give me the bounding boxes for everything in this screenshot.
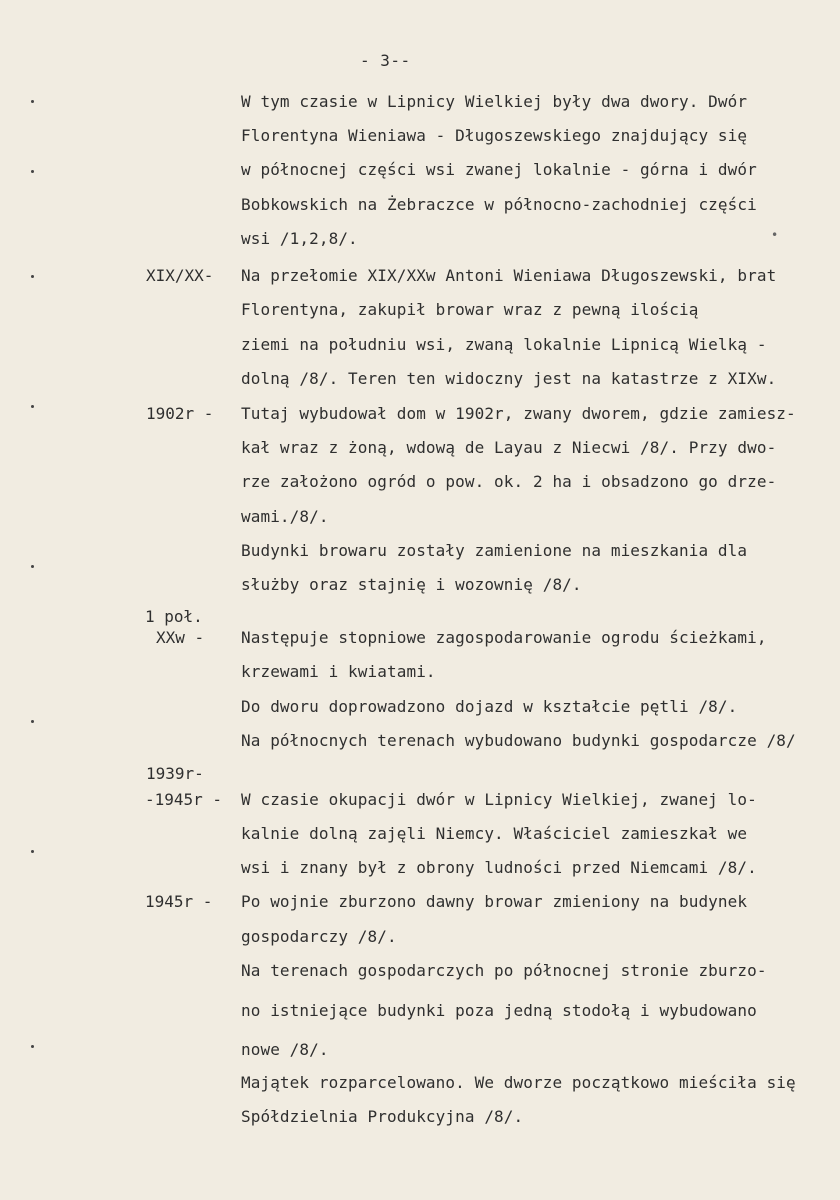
margin-date-3a: 1 poł. xyxy=(145,607,203,626)
margin-date-2: 1902r - xyxy=(146,404,214,423)
text-line: w północnej części wsi zwanej lokalnie - górna i dwór xyxy=(241,160,757,179)
text-line: krzewami i kwiatami. xyxy=(241,662,436,681)
pen-mark: • xyxy=(771,228,779,242)
text-line: dolną /8/. Teren ten widoczny jest na katastrze z XIXw. xyxy=(241,369,777,388)
text-line: Majątek rozparcelowano. We dworze początkowo mieściła się xyxy=(241,1073,796,1092)
text-line: wsi i znany był z obrony ludności przed Niemcami /8/. xyxy=(241,858,757,877)
margin-date-5: 1945r - xyxy=(145,892,213,911)
text-line: ziemi na południu wsi, zwaną lokalnie Lipnicą Wielką - xyxy=(241,335,767,354)
text-line: Na terenach gospodarczych po północnej stronie zburzo- xyxy=(241,961,767,980)
text-line: kalnie dolną zajęli Niemcy. Właściciel zamieszkał we xyxy=(241,824,748,843)
text-line: służby oraz stajnię i wozownię /8/. xyxy=(241,575,582,594)
punch-hole-mark xyxy=(31,275,34,278)
text-line: Spółdzielnia Produkcyjna /8/. xyxy=(241,1107,524,1126)
text-line: W czasie okupacji dwór w Lipnicy Wielkiej, zwanej lo- xyxy=(241,790,757,809)
text-line: wsi /1,2,8/. xyxy=(241,229,358,248)
text-line: kał wraz z żoną, wdową de Layau z Niecwi /8/. Przy dwo- xyxy=(241,438,777,457)
punch-hole-mark xyxy=(31,850,34,853)
margin-date-1: XIX/XX- xyxy=(146,266,214,285)
punch-hole-mark xyxy=(31,565,34,568)
text-line: wami./8/. xyxy=(241,507,329,526)
text-line: Na północnych terenach wybudowano budynki gospodarcze /8/ xyxy=(241,731,796,750)
text-line: Budynki browaru zostały zamienione na mieszkania dla xyxy=(241,541,748,560)
text-line: Bobkowskich na Żebraczce w północno-zachodniej części xyxy=(241,195,757,214)
text-line: rze założono ogród o pow. ok. 2 ha i obsadzono go drze- xyxy=(241,472,777,491)
punch-hole-mark xyxy=(31,405,34,408)
page-number: - 3-- xyxy=(360,51,411,70)
text-line: Tutaj wybudował dom w 1902r, zwany dworem, gdzie zamiesz- xyxy=(241,404,796,423)
text-line: Florentyna, zakupił browar wraz z pewną ilością xyxy=(241,300,699,319)
margin-date-4b: -1945r - xyxy=(145,790,223,809)
text-line: no istniejące budynki poza jedną stodołą i wybudowano xyxy=(241,1001,757,1020)
text-line: Florentyna Wieniawa - Długoszewskiego znajdujący się xyxy=(241,126,748,145)
punch-hole-mark xyxy=(31,720,34,723)
text-line: W tym czasie w Lipnicy Wielkiej były dwa dwory. Dwór xyxy=(241,92,748,111)
margin-date-3b: XXw - xyxy=(156,628,205,647)
text-line: gospodarczy /8/. xyxy=(241,927,397,946)
text-line: Po wojnie zburzono dawny browar zmieniony na budynek xyxy=(241,892,748,911)
punch-hole-mark xyxy=(31,170,34,173)
text-line: Na przełomie XIX/XXw Antoni Wieniawa Długoszewski, brat xyxy=(241,266,777,285)
margin-date-4a: 1939r- xyxy=(146,764,204,783)
text-line: Do dworu doprowadzono dojazd w kształcie pętli /8/. xyxy=(241,697,738,716)
text-line: Następuje stopniowe zagospodarowanie ogrodu ścieżkami, xyxy=(241,628,767,647)
text-line: nowe /8/. xyxy=(241,1040,329,1059)
punch-hole-mark xyxy=(31,100,34,103)
punch-hole-mark xyxy=(31,1045,34,1048)
